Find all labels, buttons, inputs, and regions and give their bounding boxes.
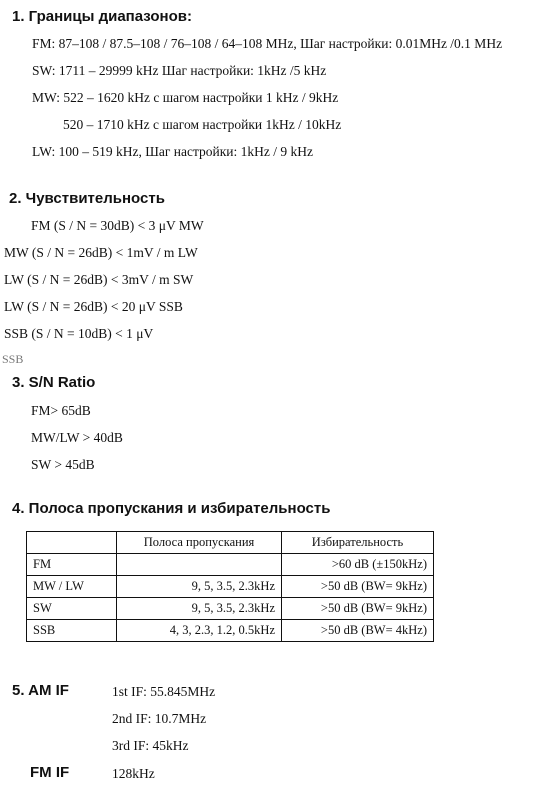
band-lw-line: LW: 100 – 519 kHz, Шаг настройки: 1kHz / 9 kHz: [32, 144, 314, 159]
snr-mwlw: MW/LW > 40dB: [31, 430, 123, 445]
section5-title: 5. AM IF: [12, 682, 69, 699]
fm-if-title: FM IF: [30, 764, 70, 781]
am-if-2nd: 2nd IF: 10.7MHz: [112, 711, 207, 726]
bandwidth-selectivity-table: [26, 531, 434, 642]
section2-title: 2. Чувствительность: [9, 190, 165, 207]
table-row: [27, 554, 434, 576]
table-cell: 9, 5, 3.5, 2.3kHz: [117, 598, 282, 620]
table-cell: >50 dB (BW= 9kHz): [282, 576, 434, 598]
band-sw-line: SW: 1711 – 29999 kHz Шаг настройки: 1kHz /5 kHz: [32, 63, 327, 78]
table-cell: >50 dB (BW= 4kHz): [282, 620, 434, 642]
table-cell: FM: [27, 554, 117, 576]
table-header-cell: Полоса пропускания: [117, 532, 282, 554]
fm-if-value: 128kHz: [112, 766, 155, 781]
section3-title: 3. S/N Ratio: [12, 374, 96, 391]
table-header-row: [27, 532, 434, 554]
table-row: [27, 576, 434, 598]
table-row: [27, 620, 434, 642]
sensitivity-line-5: SSB (S / N = 10dB) < 1 μV: [4, 326, 154, 341]
sensitivity-line-3: LW (S / N = 26dB) < 3mV / m SW: [4, 272, 194, 287]
table-cell: [117, 554, 282, 576]
table-cell: >60 dB (±150kHz): [282, 554, 434, 576]
table-cell: SW: [27, 598, 117, 620]
table-header-cell: [27, 532, 117, 554]
band-mw-line-1: MW: 522 – 1620 kHz с шагом настройки 1 kHz / 9kHz: [32, 90, 339, 105]
am-if-3rd: 3rd IF: 45kHz: [112, 738, 189, 753]
band-fm-line: FM: 87–108 / 87.5–108 / 76–108 / 64–108 MHz, Шаг настройки: 0.01MHz /0.1 MHz: [32, 36, 503, 51]
am-if-1st: 1st IF: 55.845MHz: [112, 684, 216, 699]
table-row: [27, 598, 434, 620]
section1-title: 1. Границы диапазонов:: [12, 8, 192, 25]
table-cell: 9, 5, 3.5, 2.3kHz: [117, 576, 282, 598]
sensitivity-line-4: LW (S / N = 26dB) < 20 μV SSB: [4, 299, 183, 314]
snr-sw: SW > 45dB: [31, 457, 95, 472]
table-header-cell: Избирательность: [282, 532, 434, 554]
snr-fm: FM> 65dB: [31, 403, 91, 418]
table-cell: 4, 3, 2.3, 1.2, 0.5kHz: [117, 620, 282, 642]
table-cell: SSB: [27, 620, 117, 642]
sensitivity-trailing-text: SSB: [2, 352, 24, 366]
sensitivity-line-1: FM (S / N = 30dB) < 3 μV MW: [31, 218, 204, 233]
section4-title: 4. Полоса пропускания и избирательность: [12, 500, 331, 517]
band-mw-line-2: 520 – 1710 kHz с шагом настройки 1kHz / 10kHz: [63, 117, 342, 132]
table-cell: >50 dB (BW= 9kHz): [282, 598, 434, 620]
table-cell: MW / LW: [27, 576, 117, 598]
sensitivity-line-2: MW (S / N = 26dB) < 1mV / m LW: [4, 245, 198, 260]
